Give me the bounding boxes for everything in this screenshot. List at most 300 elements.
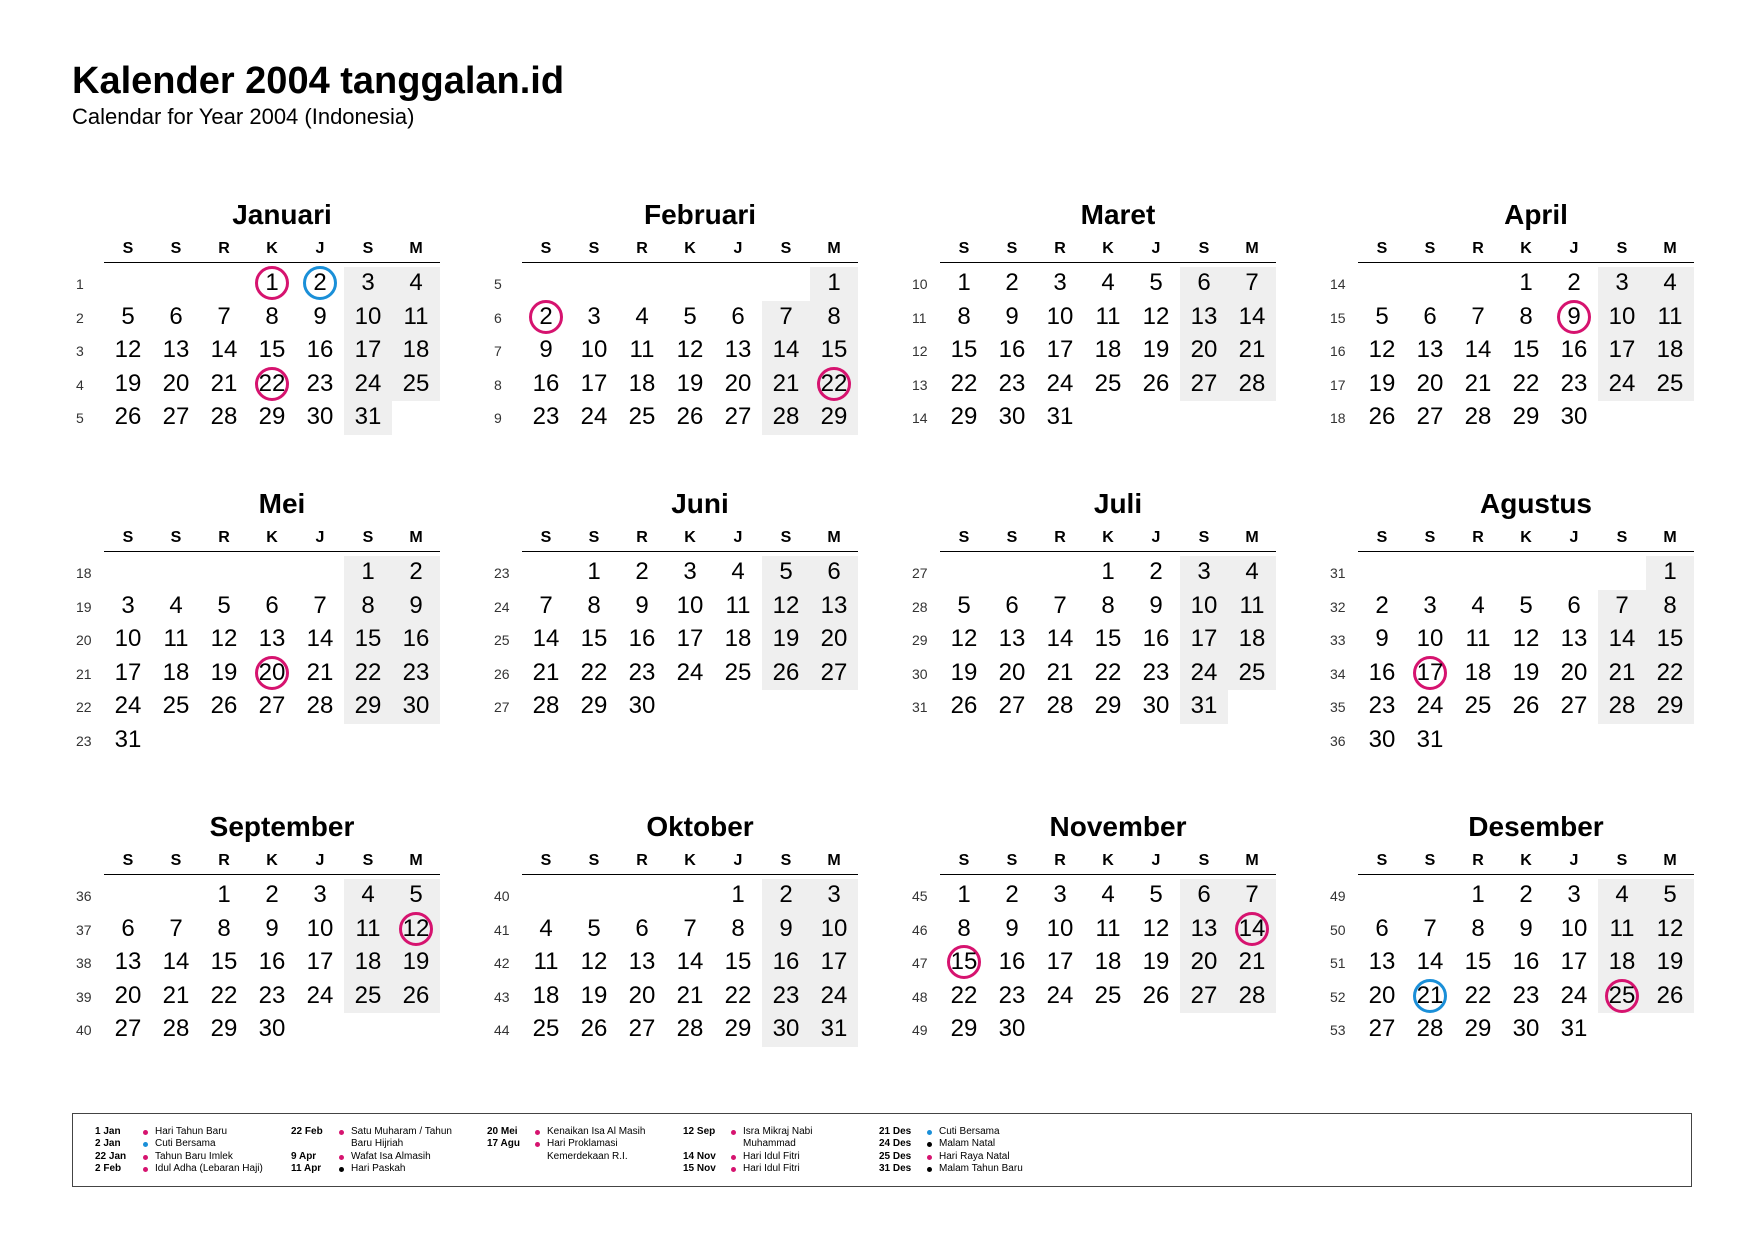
day-cell[interactable]: 13	[114, 948, 142, 976]
day-cell[interactable]: 1	[1101, 558, 1115, 585]
day-cell[interactable]: 21	[210, 369, 238, 397]
day-cell[interactable]: 10	[1190, 591, 1218, 619]
day-cell[interactable]: 15	[1512, 336, 1540, 364]
day-cell[interactable]: 2	[1519, 881, 1533, 908]
day-cell[interactable]: 28	[532, 692, 560, 720]
day-cell[interactable]: 22	[1512, 369, 1540, 397]
day-cell[interactable]: 11	[533, 948, 559, 976]
day-cell[interactable]: 23	[306, 369, 334, 397]
day-cell[interactable]: 14	[1238, 914, 1266, 942]
day-cell[interactable]: 10	[676, 591, 704, 619]
day-cell[interactable]: 20	[1416, 369, 1444, 397]
day-cell[interactable]: 9	[779, 914, 793, 942]
day-cell[interactable]: 9	[1005, 914, 1019, 942]
day-cell[interactable]: 6	[1197, 269, 1211, 296]
day-cell[interactable]: 15	[950, 336, 978, 364]
day-cell[interactable]: 27	[628, 1015, 656, 1043]
day-cell[interactable]: 30	[772, 1015, 800, 1043]
day-cell[interactable]: 21	[1608, 658, 1636, 686]
day-cell[interactable]: 28	[676, 1015, 704, 1043]
day-cell[interactable]: 11	[629, 336, 655, 364]
day-cell[interactable]: 29	[950, 403, 978, 431]
day-cell[interactable]: 18	[402, 336, 430, 364]
day-cell[interactable]: 5	[587, 914, 601, 942]
day-cell[interactable]: 5	[683, 302, 697, 330]
day-cell[interactable]: 18	[1656, 336, 1684, 364]
day-cell[interactable]: 19	[676, 369, 704, 397]
day-cell[interactable]: 27	[114, 1015, 142, 1043]
day-cell[interactable]: 27	[998, 692, 1026, 720]
day-cell[interactable]: 1	[217, 881, 231, 908]
day-cell[interactable]: 12	[580, 948, 608, 976]
day-cell[interactable]: 25	[1094, 981, 1122, 1009]
day-cell[interactable]: 19	[772, 625, 800, 653]
day-cell[interactable]: 23	[772, 981, 800, 1009]
day-cell[interactable]: 22	[820, 369, 848, 397]
day-cell[interactable]: 20	[1368, 981, 1396, 1009]
day-cell[interactable]: 17	[1046, 336, 1074, 364]
day-cell[interactable]: 28	[1464, 403, 1492, 431]
day-cell[interactable]: 30	[998, 403, 1026, 431]
day-cell[interactable]: 25	[1656, 369, 1684, 397]
day-cell[interactable]: 24	[1560, 981, 1588, 1009]
day-cell[interactable]: 12	[1142, 302, 1170, 330]
day-cell[interactable]: 14	[676, 948, 704, 976]
day-cell[interactable]: 28	[1608, 692, 1636, 720]
day-cell[interactable]: 10	[1560, 914, 1588, 942]
day-cell[interactable]: 18	[724, 625, 752, 653]
day-cell[interactable]: 23	[628, 658, 656, 686]
day-cell[interactable]: 21	[1046, 658, 1074, 686]
day-cell[interactable]: 24	[1190, 658, 1218, 686]
day-cell[interactable]: 2	[1005, 269, 1019, 296]
day-cell[interactable]: 21	[162, 981, 190, 1009]
day-cell[interactable]: 20	[724, 369, 752, 397]
day-cell[interactable]: 31	[820, 1015, 848, 1043]
day-cell[interactable]: 10	[820, 914, 848, 942]
day-cell[interactable]: 12	[1656, 914, 1684, 942]
day-cell[interactable]: 4	[1101, 881, 1115, 908]
day-cell[interactable]: 3	[587, 302, 601, 330]
day-cell[interactable]: 5	[779, 558, 793, 585]
day-cell[interactable]: 22	[210, 981, 238, 1009]
day-cell[interactable]: 5	[1149, 269, 1163, 296]
day-cell[interactable]: 24	[1416, 692, 1444, 720]
day-cell[interactable]: 5	[957, 591, 971, 619]
day-cell[interactable]: 15	[820, 336, 848, 364]
day-cell[interactable]: 4	[1615, 881, 1629, 908]
day-cell[interactable]: 22	[580, 658, 608, 686]
day-cell[interactable]: 10	[354, 302, 382, 330]
day-cell[interactable]: 4	[1471, 591, 1485, 619]
day-cell[interactable]: 18	[1094, 336, 1122, 364]
day-cell[interactable]: 16	[1512, 948, 1540, 976]
day-cell[interactable]: 6	[827, 558, 841, 585]
day-cell[interactable]: 2	[265, 881, 279, 908]
day-cell[interactable]: 28	[162, 1015, 190, 1043]
day-cell[interactable]: 8	[957, 914, 971, 942]
day-cell[interactable]: 30	[1368, 726, 1396, 753]
day-cell[interactable]: 7	[1245, 269, 1259, 296]
day-cell[interactable]: 15	[724, 948, 752, 976]
day-cell[interactable]: 17	[114, 658, 142, 686]
day-cell[interactable]: 11	[1095, 302, 1121, 330]
day-cell[interactable]: 14	[306, 625, 334, 653]
day-cell[interactable]: 18	[354, 948, 382, 976]
day-cell[interactable]: 9	[1375, 625, 1389, 653]
day-cell[interactable]: 26	[676, 403, 704, 431]
day-cell[interactable]: 15	[1656, 625, 1684, 653]
day-cell[interactable]: 4	[409, 269, 423, 296]
day-cell[interactable]: 20	[820, 625, 848, 653]
day-cell[interactable]: 7	[683, 914, 697, 942]
day-cell[interactable]: 26	[402, 981, 430, 1009]
day-cell[interactable]: 16	[998, 948, 1026, 976]
day-cell[interactable]: 20	[998, 658, 1026, 686]
day-cell[interactable]: 17	[1608, 336, 1636, 364]
day-cell[interactable]: 7	[539, 591, 553, 619]
day-cell[interactable]: 31	[1190, 692, 1218, 720]
day-cell[interactable]: 12	[772, 591, 800, 619]
day-cell[interactable]: 29	[210, 1015, 238, 1043]
day-cell[interactable]: 4	[361, 881, 375, 908]
day-cell[interactable]: 26	[1142, 369, 1170, 397]
day-cell[interactable]: 4	[1663, 269, 1677, 296]
day-cell[interactable]: 19	[402, 948, 430, 976]
day-cell[interactable]: 22	[258, 369, 286, 397]
day-cell[interactable]: 1	[1519, 269, 1533, 296]
day-cell[interactable]: 10	[580, 336, 608, 364]
day-cell[interactable]: 31	[1416, 726, 1444, 753]
day-cell[interactable]: 21	[1464, 369, 1492, 397]
day-cell[interactable]: 9	[313, 302, 327, 330]
day-cell[interactable]: 6	[169, 302, 183, 330]
day-cell[interactable]: 16	[1560, 336, 1588, 364]
day-cell[interactable]: 2	[539, 302, 553, 330]
day-cell[interactable]: 3	[1567, 881, 1581, 908]
day-cell[interactable]: 13	[1560, 625, 1588, 653]
day-cell[interactable]: 26	[1512, 692, 1540, 720]
day-cell[interactable]: 24	[1046, 981, 1074, 1009]
day-cell[interactable]: 29	[820, 403, 848, 431]
day-cell[interactable]: 1	[731, 881, 745, 908]
day-cell[interactable]: 4	[1101, 269, 1115, 296]
day-cell[interactable]: 9	[1567, 302, 1581, 330]
day-cell[interactable]: 29	[1464, 1015, 1492, 1043]
day-cell[interactable]: 12	[1142, 914, 1170, 942]
day-cell[interactable]: 24	[820, 981, 848, 1009]
day-cell[interactable]: 28	[1416, 1015, 1444, 1043]
day-cell[interactable]: 26	[1656, 981, 1684, 1009]
day-cell[interactable]: 29	[1656, 692, 1684, 720]
day-cell[interactable]: 3	[1053, 881, 1067, 908]
day-cell[interactable]: 1	[957, 881, 971, 908]
day-cell[interactable]: 19	[1512, 658, 1540, 686]
day-cell[interactable]: 24	[676, 658, 704, 686]
day-cell[interactable]: 10	[306, 914, 334, 942]
day-cell[interactable]: 21	[1238, 948, 1266, 976]
day-cell[interactable]: 4	[731, 558, 745, 585]
day-cell[interactable]: 16	[628, 625, 656, 653]
day-cell[interactable]: 20	[628, 981, 656, 1009]
day-cell[interactable]: 25	[724, 658, 752, 686]
day-cell[interactable]: 1	[361, 558, 375, 585]
day-cell[interactable]: 15	[950, 948, 978, 976]
day-cell[interactable]: 2	[313, 269, 327, 296]
day-cell[interactable]: 6	[1197, 881, 1211, 908]
day-cell[interactable]: 13	[1190, 302, 1218, 330]
day-cell[interactable]: 7	[313, 591, 327, 619]
day-cell[interactable]: 9	[265, 914, 279, 942]
day-cell[interactable]: 22	[950, 981, 978, 1009]
day-cell[interactable]: 9	[1005, 302, 1019, 330]
day-cell[interactable]: 27	[1190, 981, 1218, 1009]
day-cell[interactable]: 17	[580, 369, 608, 397]
day-cell[interactable]: 17	[820, 948, 848, 976]
day-cell[interactable]: 21	[532, 658, 560, 686]
day-cell[interactable]: 5	[1663, 881, 1677, 908]
day-cell[interactable]: 18	[628, 369, 656, 397]
day-cell[interactable]: 30	[306, 403, 334, 431]
day-cell[interactable]: 9	[1149, 591, 1163, 619]
day-cell[interactable]: 25	[1608, 981, 1636, 1009]
day-cell[interactable]: 28	[210, 403, 238, 431]
day-cell[interactable]: 27	[820, 658, 848, 686]
day-cell[interactable]: 10	[1416, 625, 1444, 653]
day-cell[interactable]: 25	[532, 1015, 560, 1043]
day-cell[interactable]: 8	[361, 591, 375, 619]
day-cell[interactable]: 6	[121, 914, 135, 942]
day-cell[interactable]: 16	[402, 625, 430, 653]
day-cell[interactable]: 6	[635, 914, 649, 942]
day-cell[interactable]: 25	[1464, 692, 1492, 720]
day-cell[interactable]: 8	[1471, 914, 1485, 942]
day-cell[interactable]: 16	[1368, 658, 1396, 686]
day-cell[interactable]: 14	[1464, 336, 1492, 364]
day-cell[interactable]: 11	[1095, 914, 1121, 942]
day-cell[interactable]: 14	[532, 625, 560, 653]
day-cell[interactable]: 6	[731, 302, 745, 330]
day-cell[interactable]: 14	[210, 336, 238, 364]
day-cell[interactable]: 29	[950, 1015, 978, 1043]
day-cell[interactable]: 25	[1094, 369, 1122, 397]
day-cell[interactable]: 26	[1142, 981, 1170, 1009]
day-cell[interactable]: 18	[1238, 625, 1266, 653]
day-cell[interactable]: 13	[724, 336, 752, 364]
day-cell[interactable]: 15	[210, 948, 238, 976]
day-cell[interactable]: 28	[1238, 369, 1266, 397]
day-cell[interactable]: 8	[1519, 302, 1533, 330]
day-cell[interactable]: 5	[1375, 302, 1389, 330]
day-cell[interactable]: 30	[258, 1015, 286, 1043]
day-cell[interactable]: 6	[1423, 302, 1437, 330]
day-cell[interactable]: 14	[1046, 625, 1074, 653]
day-cell[interactable]: 14	[772, 336, 800, 364]
day-cell[interactable]: 27	[162, 403, 190, 431]
day-cell[interactable]: 27	[258, 692, 286, 720]
day-cell[interactable]: 20	[1190, 948, 1218, 976]
day-cell[interactable]: 17	[1416, 658, 1444, 686]
day-cell[interactable]: 11	[1657, 302, 1683, 330]
day-cell[interactable]: 7	[1245, 881, 1259, 908]
day-cell[interactable]: 2	[779, 881, 793, 908]
day-cell[interactable]: 30	[1512, 1015, 1540, 1043]
day-cell[interactable]: 13	[1416, 336, 1444, 364]
day-cell[interactable]: 13	[1368, 948, 1396, 976]
day-cell[interactable]: 8	[1101, 591, 1115, 619]
day-cell[interactable]: 12	[402, 914, 430, 942]
day-cell[interactable]: 25	[354, 981, 382, 1009]
day-cell[interactable]: 6	[1375, 914, 1389, 942]
day-cell[interactable]: 8	[217, 914, 231, 942]
day-cell[interactable]: 28	[1238, 981, 1266, 1009]
day-cell[interactable]: 17	[306, 948, 334, 976]
day-cell[interactable]: 11	[1609, 914, 1635, 942]
day-cell[interactable]: 31	[114, 726, 142, 753]
day-cell[interactable]: 5	[121, 302, 135, 330]
day-cell[interactable]: 1	[1663, 558, 1677, 585]
day-cell[interactable]: 24	[114, 692, 142, 720]
day-cell[interactable]: 19	[1368, 369, 1396, 397]
day-cell[interactable]: 10	[1046, 302, 1074, 330]
day-cell[interactable]: 13	[820, 591, 848, 619]
day-cell[interactable]: 1	[587, 558, 601, 585]
day-cell[interactable]: 16	[258, 948, 286, 976]
day-cell[interactable]: 15	[258, 336, 286, 364]
day-cell[interactable]: 3	[683, 558, 697, 585]
day-cell[interactable]: 31	[1560, 1015, 1588, 1043]
day-cell[interactable]: 7	[1471, 302, 1485, 330]
day-cell[interactable]: 25	[1238, 658, 1266, 686]
day-cell[interactable]: 19	[580, 981, 608, 1009]
day-cell[interactable]: 28	[772, 403, 800, 431]
day-cell[interactable]: 29	[258, 403, 286, 431]
day-cell[interactable]: 3	[361, 269, 375, 296]
day-cell[interactable]: 14	[1608, 625, 1636, 653]
day-cell[interactable]: 13	[628, 948, 656, 976]
day-cell[interactable]: 24	[306, 981, 334, 1009]
day-cell[interactable]: 2	[635, 558, 649, 585]
day-cell[interactable]: 26	[210, 692, 238, 720]
day-cell[interactable]: 30	[402, 692, 430, 720]
day-cell[interactable]: 11	[403, 302, 429, 330]
day-cell[interactable]: 23	[1142, 658, 1170, 686]
day-cell[interactable]: 18	[1608, 948, 1636, 976]
day-cell[interactable]: 10	[1046, 914, 1074, 942]
day-cell[interactable]: 30	[1142, 692, 1170, 720]
day-cell[interactable]: 12	[210, 625, 238, 653]
day-cell[interactable]: 25	[402, 369, 430, 397]
day-cell[interactable]: 2	[409, 558, 423, 585]
day-cell[interactable]: 22	[1464, 981, 1492, 1009]
day-cell[interactable]: 12	[676, 336, 704, 364]
day-cell[interactable]: 20	[114, 981, 142, 1009]
day-cell[interactable]: 17	[676, 625, 704, 653]
day-cell[interactable]: 22	[1656, 658, 1684, 686]
day-cell[interactable]: 27	[1368, 1015, 1396, 1043]
day-cell[interactable]: 1	[265, 269, 279, 296]
day-cell[interactable]: 21	[306, 658, 334, 686]
day-cell[interactable]: 18	[532, 981, 560, 1009]
day-cell[interactable]: 2	[1005, 881, 1019, 908]
day-cell[interactable]: 6	[265, 591, 279, 619]
day-cell[interactable]: 4	[539, 914, 553, 942]
day-cell[interactable]: 3	[1053, 269, 1067, 296]
day-cell[interactable]: 1	[1471, 881, 1485, 908]
day-cell[interactable]: 22	[354, 658, 382, 686]
day-cell[interactable]: 16	[306, 336, 334, 364]
day-cell[interactable]: 19	[1656, 948, 1684, 976]
day-cell[interactable]: 20	[258, 658, 286, 686]
day-cell[interactable]: 3	[827, 881, 841, 908]
day-cell[interactable]: 5	[409, 881, 423, 908]
day-cell[interactable]: 11	[725, 591, 751, 619]
day-cell[interactable]: 6	[1567, 591, 1581, 619]
day-cell[interactable]: 7	[169, 914, 183, 942]
day-cell[interactable]: 11	[355, 914, 381, 942]
day-cell[interactable]: 16	[998, 336, 1026, 364]
day-cell[interactable]: 16	[532, 369, 560, 397]
day-cell[interactable]: 15	[580, 625, 608, 653]
day-cell[interactable]: 26	[114, 403, 142, 431]
day-cell[interactable]: 3	[121, 591, 135, 619]
day-cell[interactable]: 13	[258, 625, 286, 653]
day-cell[interactable]: 2	[1375, 591, 1389, 619]
day-cell[interactable]: 21	[1238, 336, 1266, 364]
day-cell[interactable]: 21	[676, 981, 704, 1009]
day-cell[interactable]: 12	[950, 625, 978, 653]
day-cell[interactable]: 19	[1142, 948, 1170, 976]
day-cell[interactable]: 17	[354, 336, 382, 364]
day-cell[interactable]: 3	[1615, 269, 1629, 296]
day-cell[interactable]: 11	[163, 625, 189, 653]
day-cell[interactable]: 2	[1567, 269, 1581, 296]
day-cell[interactable]: 8	[587, 591, 601, 619]
day-cell[interactable]: 20	[1190, 336, 1218, 364]
day-cell[interactable]: 7	[1053, 591, 1067, 619]
day-cell[interactable]: 1	[957, 269, 971, 296]
day-cell[interactable]: 3	[1197, 558, 1211, 585]
day-cell[interactable]: 21	[1416, 981, 1444, 1009]
day-cell[interactable]: 18	[1094, 948, 1122, 976]
day-cell[interactable]: 5	[217, 591, 231, 619]
day-cell[interactable]: 25	[162, 692, 190, 720]
day-cell[interactable]: 27	[1190, 369, 1218, 397]
day-cell[interactable]: 9	[409, 591, 423, 619]
day-cell[interactable]: 8	[265, 302, 279, 330]
day-cell[interactable]: 18	[1464, 658, 1492, 686]
day-cell[interactable]: 16	[772, 948, 800, 976]
day-cell[interactable]: 7	[1615, 591, 1629, 619]
day-cell[interactable]: 19	[114, 369, 142, 397]
day-cell[interactable]: 9	[1519, 914, 1533, 942]
day-cell[interactable]: 14	[1238, 302, 1266, 330]
day-cell[interactable]: 15	[1094, 625, 1122, 653]
day-cell[interactable]: 13	[162, 336, 190, 364]
day-cell[interactable]: 23	[258, 981, 286, 1009]
day-cell[interactable]: 23	[1560, 369, 1588, 397]
day-cell[interactable]: 2	[1149, 558, 1163, 585]
day-cell[interactable]: 25	[628, 403, 656, 431]
day-cell[interactable]: 26	[1368, 403, 1396, 431]
day-cell[interactable]: 22	[724, 981, 752, 1009]
day-cell[interactable]: 26	[772, 658, 800, 686]
day-cell[interactable]: 27	[1560, 692, 1588, 720]
day-cell[interactable]: 5	[1149, 881, 1163, 908]
day-cell[interactable]: 4	[1245, 558, 1259, 585]
day-cell[interactable]: 14	[1416, 948, 1444, 976]
day-cell[interactable]: 31	[1046, 403, 1074, 431]
